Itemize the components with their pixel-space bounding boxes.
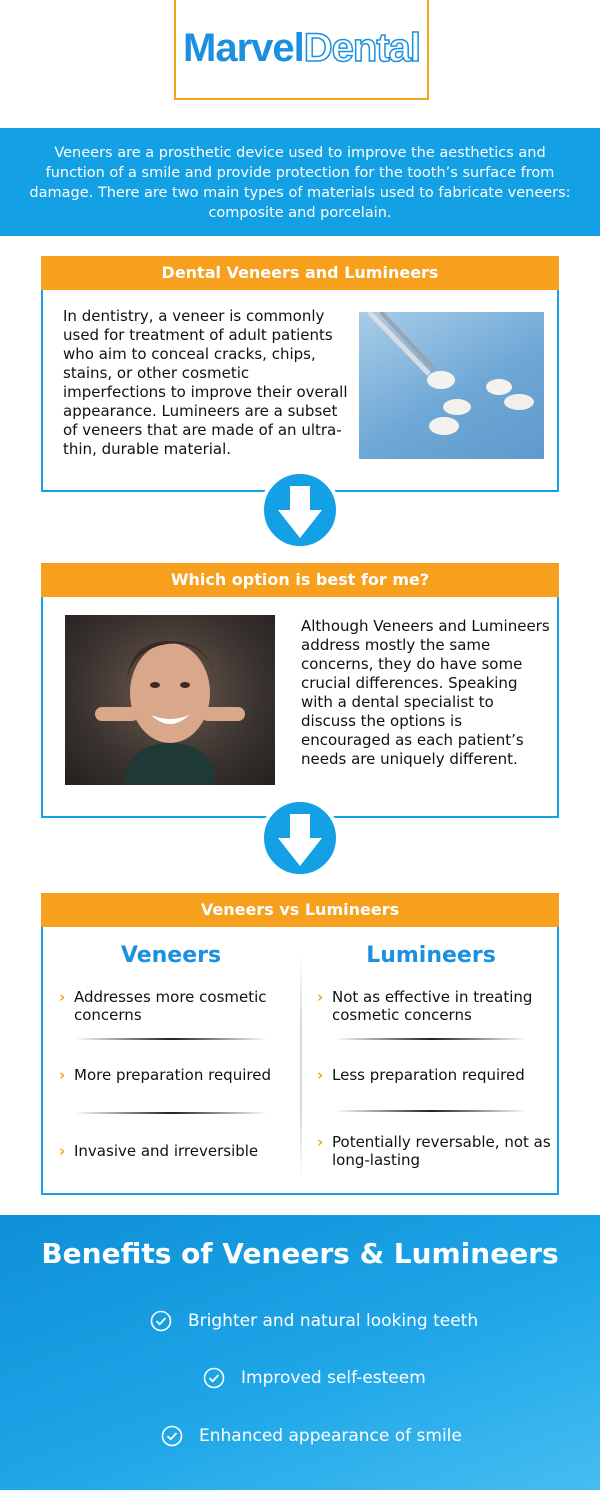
card-best-option <box>41 563 559 818</box>
down-arrow-icon <box>260 798 340 878</box>
card-body-text: In dentistry, a veneer is commonly used for treatment of adult patients who aim to conceal cracks, chips, stains, or other cosmetic imperfections to improve their overall appearance. Lumineers are a subset of veneers that are made of an ultra-thin, durable material. <box>63 307 348 458</box>
check-circle-icon <box>161 1425 183 1447</box>
divider-rule <box>75 1038 267 1040</box>
brand-logo[interactable] <box>176 26 427 71</box>
chevron-right-icon: › <box>317 988 324 1006</box>
veneers-point: Addresses more cosmetic concerns <box>74 988 267 1024</box>
chevron-right-icon: › <box>59 988 66 1006</box>
logo-text-dental: Dental <box>303 26 420 70</box>
veneers-point: More preparation required <box>74 1066 271 1084</box>
chevron-right-icon: › <box>59 1066 66 1084</box>
veneer-tweezers-photo <box>359 312 544 459</box>
card-veneers-vs-lumineers <box>41 893 559 1195</box>
card-body-text: Although Veneers and Lumineers address mostly the same concerns, they do have some crucial differences. Speaking with a dental specialist to discuss the options is encouraged as each patient’s needs are uniquely different. <box>301 617 550 768</box>
logo-box <box>174 0 429 100</box>
card-heading: Dental Veneers and Lumineers <box>41 256 559 290</box>
benefit-text: Brighter and natural looking teeth <box>188 1311 479 1331</box>
lumineers-column-title: Lumineers <box>366 943 496 968</box>
lumineers-point: Not as effective in treating cosmetic concerns <box>332 988 533 1024</box>
card-heading: Which option is best for me? <box>41 563 559 597</box>
benefits-title: Benefits of Veneers & Lumineers <box>41 1237 559 1270</box>
lumineers-point: Potentially reversable, not as long-lasting <box>332 1133 551 1169</box>
check-circle-icon <box>150 1310 172 1332</box>
down-arrow-icon <box>260 470 340 550</box>
chevron-right-icon: › <box>317 1066 324 1084</box>
chevron-right-icon: › <box>59 1142 66 1160</box>
smiling-woman-photo <box>65 615 275 785</box>
intro-band <box>0 128 600 236</box>
chevron-right-icon: › <box>317 1133 324 1151</box>
benefit-text: Improved self-esteem <box>241 1368 426 1388</box>
divider-rule <box>75 1112 267 1114</box>
benefit-text: Enhanced appearance of smile <box>199 1426 462 1446</box>
benefit-item <box>161 1425 462 1447</box>
column-divider <box>300 955 302 1180</box>
divider-rule <box>335 1110 527 1112</box>
logo-text-marvel: Marvel <box>183 26 304 70</box>
veneers-point: Invasive and irreversible <box>74 1142 259 1160</box>
card-heading: Veneers vs Lumineers <box>41 893 559 927</box>
divider-rule <box>335 1038 527 1040</box>
lumineers-point: Less preparation required <box>332 1066 525 1084</box>
intro-text: Veneers are a prosthetic device used to improve the aesthetics and function of a smile and provide protection for the tooth’s surface from damage. There are two main types of materials used to fabricate veneers: composite and porcelain. <box>29 145 571 221</box>
benefit-item <box>150 1310 478 1332</box>
veneers-column-title: Veneers <box>120 943 222 968</box>
check-circle-icon <box>203 1367 225 1389</box>
card-dental-veneers-lumineers <box>41 256 559 492</box>
benefits-section <box>0 1215 600 1490</box>
benefit-item <box>203 1367 426 1389</box>
